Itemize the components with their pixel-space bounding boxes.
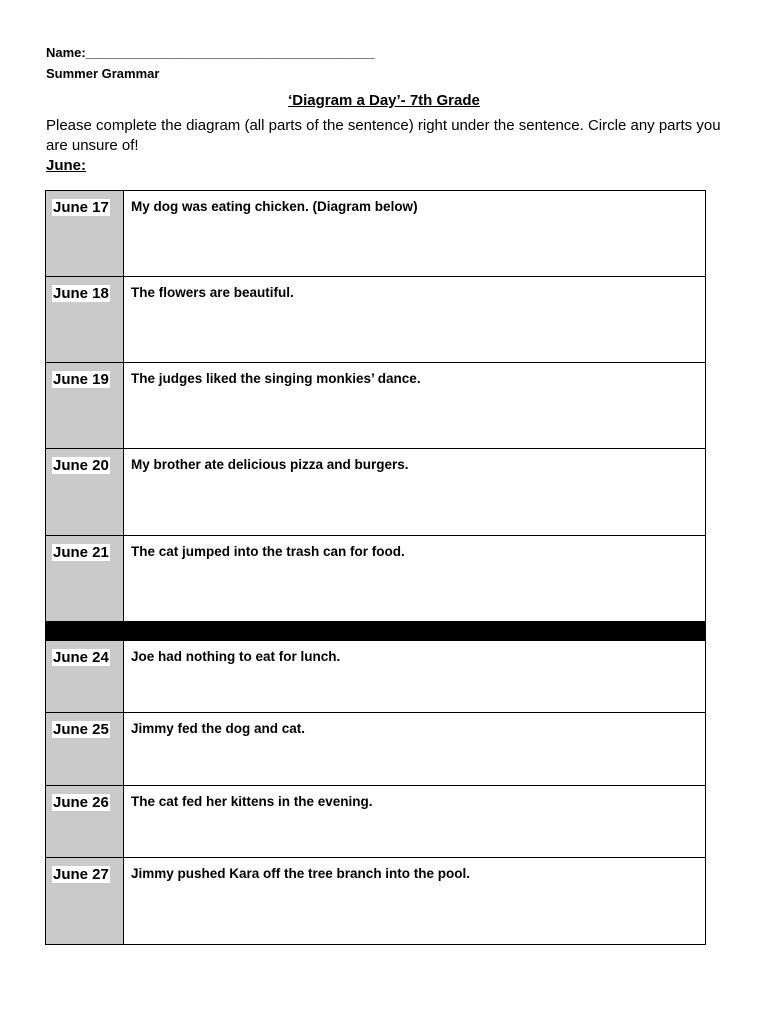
subtitle: Summer Grammar [46,66,160,81]
date-cell [46,363,124,448]
date-label: June 20 [53,457,109,474]
sentence-cell: My dog was eating chicken. (Diagram below) [131,199,418,214]
week-divider [46,622,705,641]
date-cell [46,191,124,276]
sentence-cell: Joe had nothing to eat for lunch. [131,649,341,664]
date-cell [46,786,124,857]
sentence-cell: The judges liked the singing monkies’ dance. [131,371,421,386]
date-label: June 21 [53,544,109,561]
table-row [46,641,705,713]
date-label: June 25 [53,721,109,738]
date-label: June 19 [53,371,109,388]
date-cell [46,449,124,535]
table-row [46,786,705,858]
date-label: June 17 [53,199,109,216]
instructions: Please complete the diagram (all parts of the sentence) right under the sentence. Circle any parts you are unsure of! [46,117,721,154]
date-label: June 27 [53,866,109,883]
month-heading: June: [46,157,87,174]
name-field-line: Name:________________________________________ [46,45,375,60]
sentence-cell: The flowers are beautiful. [131,285,294,300]
date-label: June 18 [53,285,109,302]
table-row [46,277,705,363]
table-row [46,191,705,277]
date-cell [46,536,124,621]
sentence-cell: My brother ate delicious pizza and burgers. [131,457,409,472]
date-cell [46,277,124,362]
table-row [46,713,705,786]
date-cell [46,858,124,944]
table-row [46,449,705,536]
page-title: ‘Diagram a Day’- 7th Grade [288,92,480,109]
table-row [46,363,705,449]
table-row [46,858,705,944]
table-row [46,536,705,622]
sentence-cell: The cat jumped into the trash can for food. [131,544,405,559]
worksheet-table [45,190,706,945]
date-cell [46,713,124,785]
sentence-cell: Jimmy fed the dog and cat. [131,721,306,736]
date-cell [46,641,124,712]
date-label: June 24 [53,649,109,666]
date-label: June 26 [53,794,109,811]
sentence-cell: Jimmy pushed Kara off the tree branch into the pool. [131,866,471,881]
sentence-cell: The cat fed her kittens in the evening. [131,794,373,809]
